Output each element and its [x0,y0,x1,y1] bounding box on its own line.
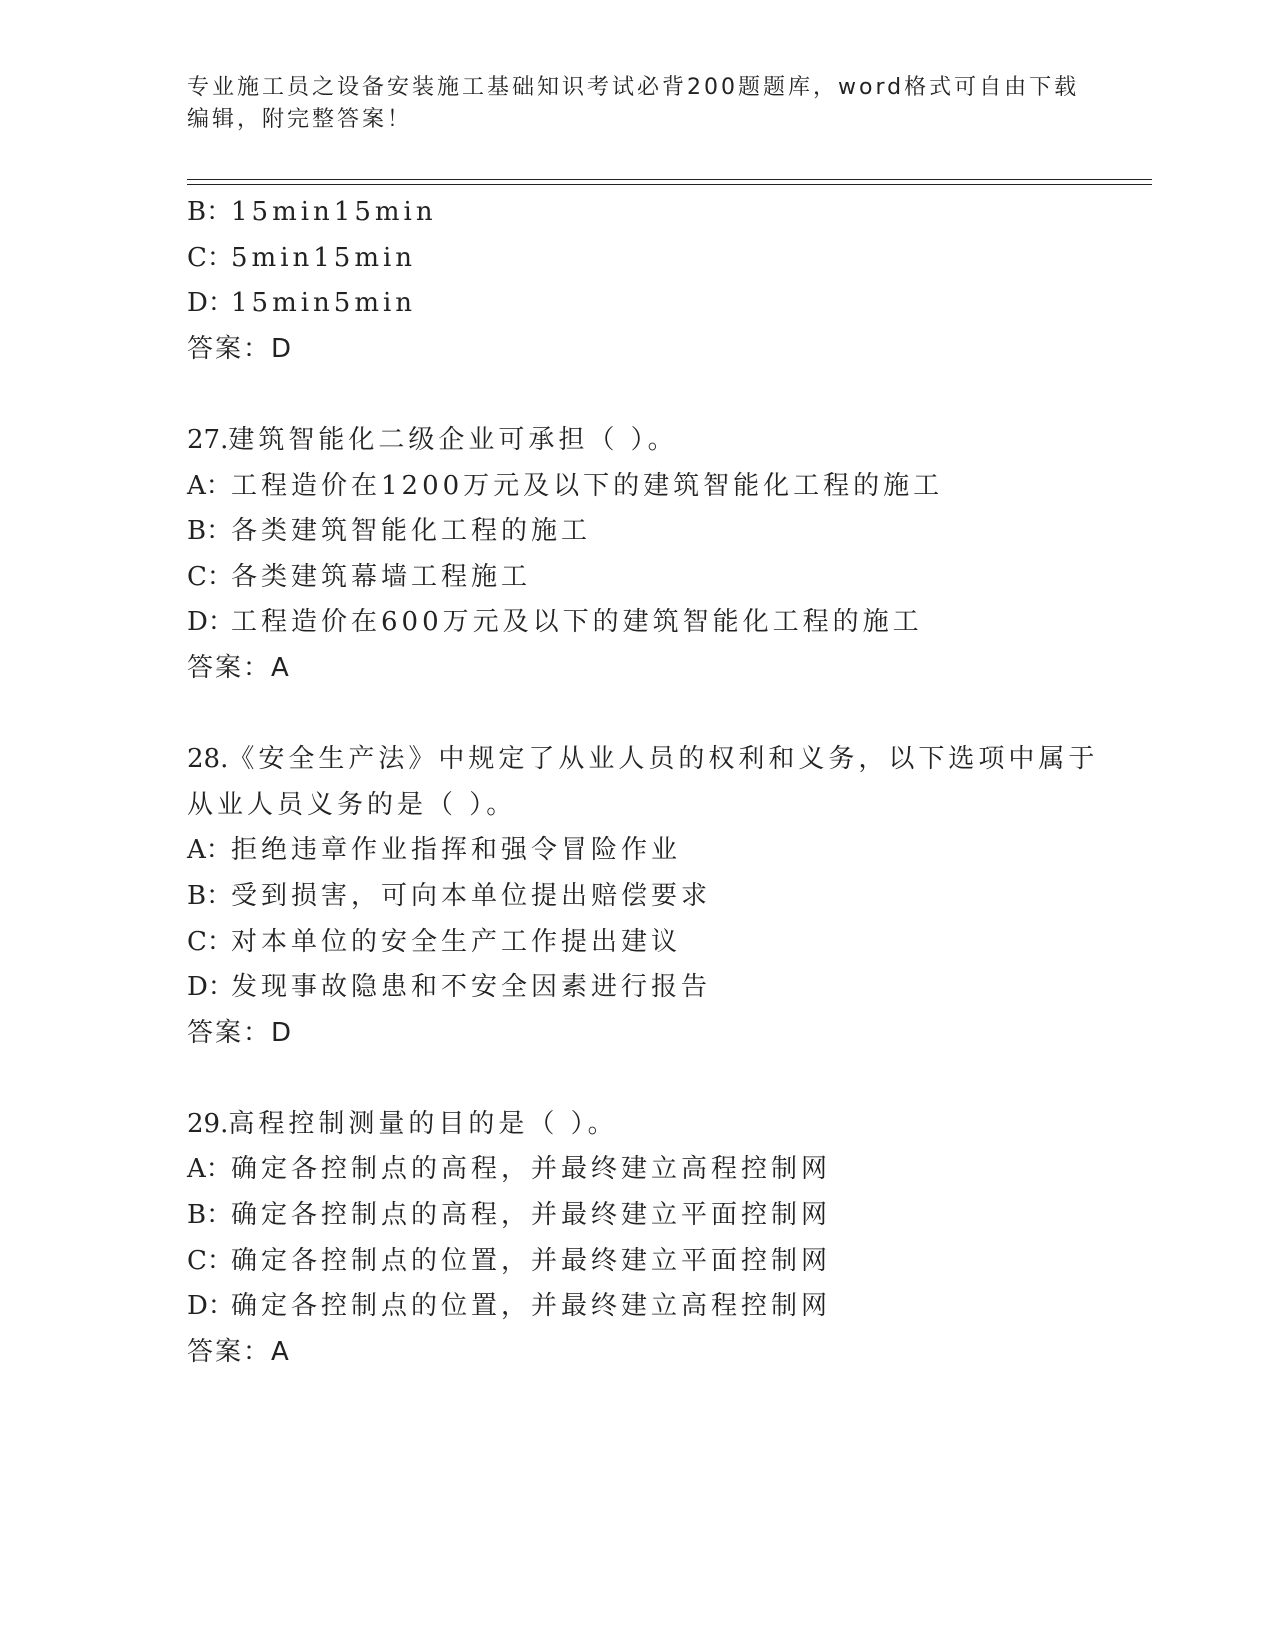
option-key: A： [187,470,232,501]
question-gap [187,1056,1147,1102]
option-b [187,1193,1147,1239]
option-text: 受到损害，可向本单位提出赔偿要求 [231,880,712,911]
question-stem-text: 建筑智能化二级企业可承担（ ）。 [228,424,678,455]
option-a [187,1147,1147,1193]
option-text: 各类建筑智能化工程的施工 [231,516,592,547]
question-stem-text: 《安全生产法》中规定了从业人员的权利和义务，以下选项中属于 [228,744,1099,775]
option-text: 工程造价在600万元及以下的建筑智能化工程的施工 [231,607,923,638]
option-key: B： [187,880,233,911]
option-d [187,965,1147,1011]
option-key: C： [187,926,233,957]
answer-line: 答案：D [187,333,294,364]
option-key: D： [187,972,234,1003]
question-number: 27. [187,424,229,455]
option-key: D： [187,288,234,319]
option-text: 确定各控制点的高程，并最终建立平面控制网 [231,1200,832,1231]
header-title-line-1: 专业施工员之设备安装施工基础知识考试必背200题题库，word格式可自由下载 [187,75,1080,100]
option-a [187,828,1147,874]
question-number: 28. [187,744,229,775]
question-stem-continued: 从业人员义务的是（ ）。 [187,789,517,820]
question-stem-text: 高程控制测量的目的是（ ）。 [228,1108,618,1139]
document-header [187,72,1087,136]
option-c [187,1239,1147,1285]
option-text: 工程造价在1200万元及以下的建筑智能化工程的施工 [231,470,944,501]
option-text: 5min15min [231,242,417,273]
option-text: 15min5min [231,288,417,319]
question-27 [187,418,1147,692]
option-text: 各类建筑幕墙工程施工 [231,561,532,592]
option-key: D： [187,1291,234,1322]
answer-line: 答案：A [187,652,291,683]
question-29 [187,1102,1147,1376]
option-text: 15min15min [231,197,437,227]
option-key: C： [187,561,233,592]
header-title-line-2: 编辑，附完整答案！ [187,107,413,132]
option-text: 确定各控制点的高程，并最终建立高程控制网 [231,1154,832,1185]
option-b [187,190,1147,236]
question-stem [187,1102,1147,1148]
option-key: B： [187,1200,233,1231]
question-stem [187,737,1147,783]
question-gap [187,372,1147,418]
option-text: 确定各控制点的位置，并最终建立平面控制网 [231,1245,832,1276]
option-b [187,509,1147,555]
option-d [187,281,1147,327]
option-key: B： [187,197,233,227]
option-c [187,920,1147,966]
option-text: 对本单位的安全生产工作提出建议 [231,926,682,957]
option-d [187,1284,1147,1330]
question-gap [187,692,1147,738]
question-26-continued [187,190,1147,372]
option-key: D： [187,607,234,638]
question-28 [187,737,1147,1056]
option-key: B： [187,516,233,547]
question-number: 29. [187,1108,229,1139]
question-list [187,190,1147,1375]
option-key: A： [187,1154,232,1185]
answer-line: 答案：A [187,1336,291,1367]
option-c [187,555,1147,601]
option-c [187,236,1147,282]
header-divider-bottom [187,184,1152,185]
option-key: A： [187,835,232,866]
option-a [187,464,1147,510]
question-stem [187,418,1147,464]
option-text: 确定各控制点的位置，并最终建立高程控制网 [231,1291,832,1322]
option-d [187,600,1147,646]
option-text: 发现事故隐患和不安全因素进行报告 [231,972,712,1003]
option-text: 拒绝违章作业指挥和强令冒险作业 [231,835,682,866]
option-b [187,874,1147,920]
option-key: C： [187,242,233,273]
option-key: C： [187,1245,233,1276]
answer-line: 答案：D [187,1017,294,1048]
header-divider-top [187,179,1152,180]
